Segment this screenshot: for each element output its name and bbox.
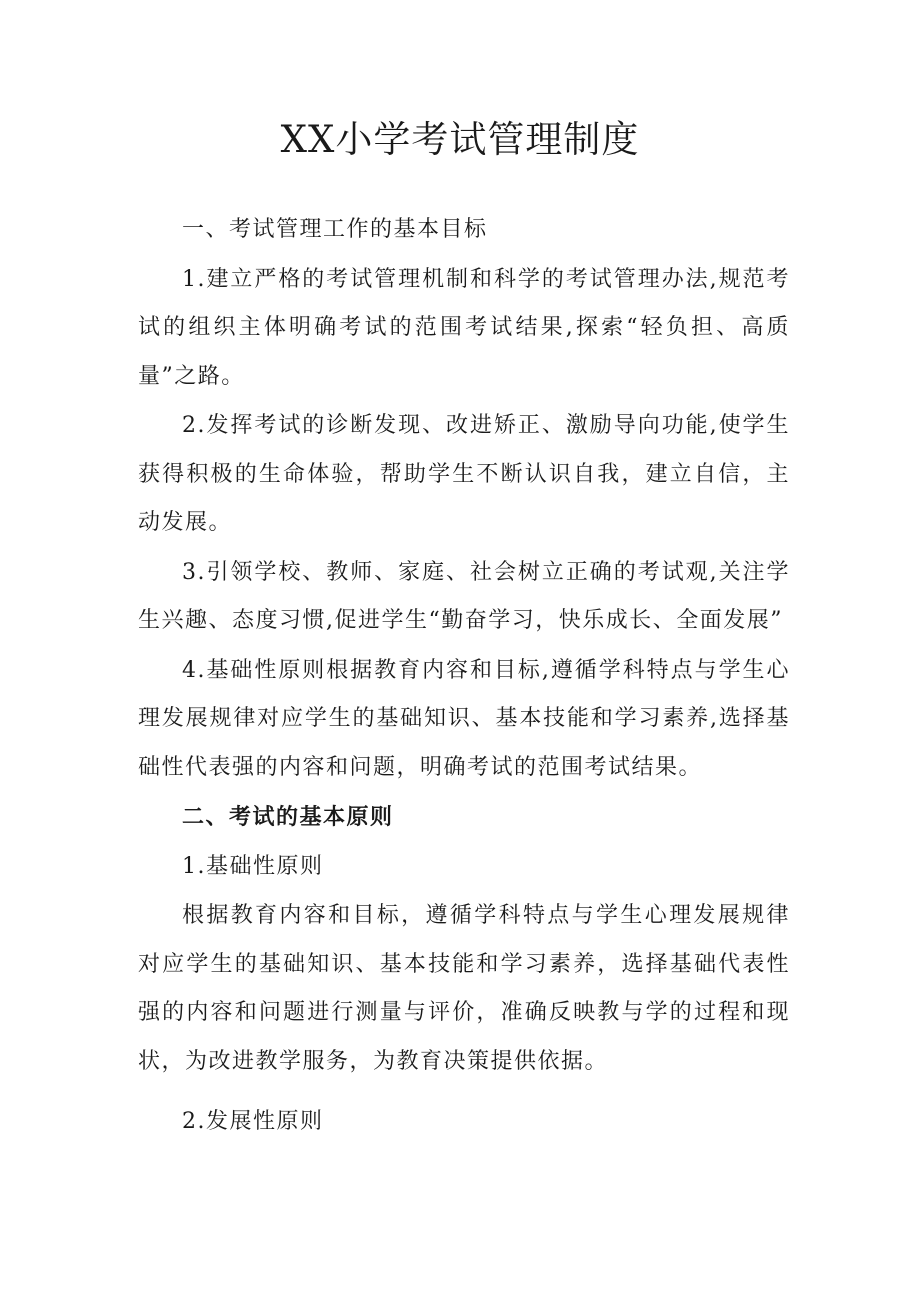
paragraph-goal-3: 3.引领学校、教师、家庭、社会树立正确的考试观,关注学生兴趣、态度习惯,促进学生“勤奋学习，快乐成长、全面发展” [138,559,790,633]
section-heading-goals: 一、考试管理工作的基本目标 [182,217,488,242]
subheading-basic-principle: 1.基础性原则 [182,853,324,879]
paragraph-basic-principle: 根据教育内容和目标，遵循学科特点与学生心理发展规律对应学生的基础知识、基本技能和学习素养，选择基础代表性强的内容和问题进行测量与评价，准确反映教与学的过程和现状，为改进教学服务，为教育决策提供依据。 [138,903,790,1074]
paragraph-goal-2: 2.发挥考试的诊断发现、改进矫正、激励导向功能,使学生获得积极的生命体验，帮助学生不断认识自我，建立自信，主动发展。 [138,413,790,535]
section-heading-principles: 二、考试的基本原则 [182,804,394,830]
subheading-development-principle: 2.发展性原则 [182,1109,324,1134]
paragraph-goal-1: 1.建立严格的考试管理机制和科学的考试管理办法,规范考试的组织主体明确考试的范围考试结果,探索“轻负担、高质量”之路。 [138,266,790,389]
paragraph-goal-4: 4.基础性原则根据教育内容和目标,遵循学科特点与学生心理发展规律对应学生的基础知识、基本技能和学习素养,选择基础性代表强的内容和问题，明确考试的范围考试结果。 [138,657,790,780]
document-body [138,206,790,1147]
document-title: XX小学考试管理制度 [280,118,640,161]
